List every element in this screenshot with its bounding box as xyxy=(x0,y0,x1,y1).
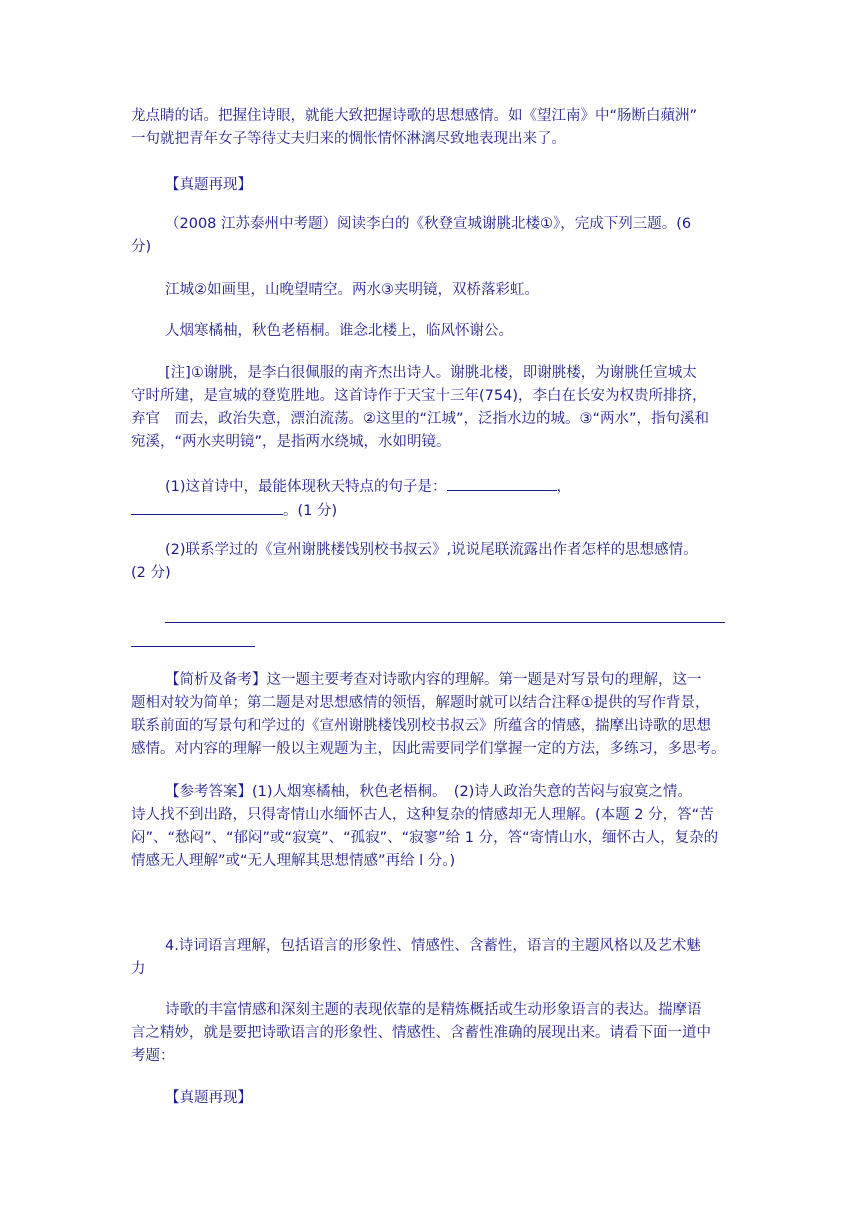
answer-paragraph xyxy=(131,781,729,873)
question-1-points: 。(1 分) xyxy=(283,503,338,519)
text-line: 联系前面的写景句和学过的《宣州谢朓楼饯别校书叔云》所蕴含的情感，揣摩出诗歌的思想 xyxy=(131,718,711,734)
poem-line-2 xyxy=(131,320,763,343)
answer-line[interactable] xyxy=(165,622,725,623)
answer-blank[interactable] xyxy=(447,475,557,491)
answer-blank[interactable] xyxy=(131,499,283,515)
text-line: 闷”、“愁闷”、“郁闷”或“寂寞”、“孤寂”、“寂寥”给 1 分，答“寄情山水，缅怀古人，复杂的 xyxy=(131,830,719,846)
answer-tag: 【参考答案】 xyxy=(165,784,252,800)
heading-text: 【真题再现】 xyxy=(165,177,252,193)
section-4-heading xyxy=(131,935,729,981)
poem-text: 人烟寒橘柚，秋色老梧桐。谁念北楼上，临风怀谢公。 xyxy=(165,323,513,339)
analysis-tag: 【简析及备考】 xyxy=(165,672,267,688)
analysis-paragraph xyxy=(131,669,729,761)
poem-line-1 xyxy=(131,279,763,302)
text-line: 力 xyxy=(131,961,146,977)
text-line: [注]①谢朓，是李白很佩服的南齐杰出诗人。谢朓北楼，即谢朓楼，为谢朓任宣城太 xyxy=(165,365,697,381)
intro-paragraph xyxy=(131,105,729,151)
language-paragraph xyxy=(131,999,729,1068)
text-line: 诗歌的丰富情感和深刻主题的表现依靠的是精炼概括或生动形象语言的表达。揣摩语 xyxy=(165,1002,702,1018)
text-line: 弃官 而去，政治失意，漂泊流荡。②这里的“江城”，泛指水边的城。③“两水”，指句溪和 xyxy=(131,411,710,427)
text-line xyxy=(131,499,729,523)
text-line xyxy=(131,781,729,804)
answer-text: (1)人烟寒橘柚，秋色老梧桐。 (2)诗人政治失意的苦闷与寂寞之情。 xyxy=(252,784,692,800)
text-line: 情感无人理解”或“无人理解其思想情感”再给 l 分。) xyxy=(131,853,456,869)
text-line: （2008 江苏泰州中考题）阅读李白的《秋登宣城谢朓北楼①》，完成下列三题。(6 xyxy=(165,216,692,232)
text-line xyxy=(131,669,729,692)
text-line: 一句就把青年女子等待丈夫归来的惆怅情怀淋漓尽致地表现出来了。 xyxy=(131,131,566,147)
text-line: 龙点睛的话。把握住诗眼，就能大致把握诗歌的思想感情。如《望江南》中“肠断白蘋洲” xyxy=(131,108,698,124)
poem-text: 江城②如画里，山晚望晴空。两水③夹明镜，双桥落彩虹。 xyxy=(165,282,539,298)
note-paragraph xyxy=(131,362,729,454)
text-line: (2)联系学过的《宣州谢朓楼饯别校书叔云》,说说尾联流露出作者怎样的思想感情。 xyxy=(165,542,698,558)
text-line: 题相对较为简单；第二题是对思想感情的领悟，解题时就可以结合注释①提供的写作背景， xyxy=(131,695,710,711)
heading-text: 【真题再现】 xyxy=(165,1090,252,1106)
question-1-text: (1)这首诗中，最能体现秋天特点的句子是： xyxy=(165,479,447,495)
text-line: 宛溪，“两水夹明镜”，是指两水绕城，水如明镜。 xyxy=(131,434,451,450)
section-heading xyxy=(131,174,763,197)
question-2 xyxy=(131,539,729,585)
answer-line[interactable] xyxy=(131,646,255,647)
text-line: (2 分) xyxy=(131,565,171,581)
text-line: 诗人找不到出路，只得寄情山水缅怀古人，这种复杂的情感却无人理解。(本题 2 分，答“苦 xyxy=(131,807,714,823)
text-line: 4.诗词语言理解，包括语言的形象性、情感性、含蓄性，语言的主题风格以及艺术魅 xyxy=(165,938,701,954)
comma-text: ， xyxy=(556,479,572,495)
text-line: 考题： xyxy=(131,1048,175,1064)
analysis-text: 这一题主要考查对诗歌内容的理解。第一题是对写景句的理解，这一 xyxy=(266,672,702,688)
question-intro xyxy=(131,213,729,259)
text-line: 言之精妙，就是要把诗歌语言的形象性、情感性、含蓄性准确的展现出来。请看下面一道中 xyxy=(131,1025,711,1041)
section-heading xyxy=(131,1087,763,1110)
text-line: 守时所建，是宣城的登览胜地。这首诗作于天宝十三年(754)，李白在长安为权贵所排挤， xyxy=(131,388,707,404)
text-line: 分) xyxy=(131,239,152,255)
text-line: 感情。对内容的理解一般以主观题为主，因此需要同学们掌握一定的方法，多练习，多思考。 xyxy=(131,741,726,757)
question-1 xyxy=(131,475,729,523)
text-line xyxy=(131,475,729,499)
